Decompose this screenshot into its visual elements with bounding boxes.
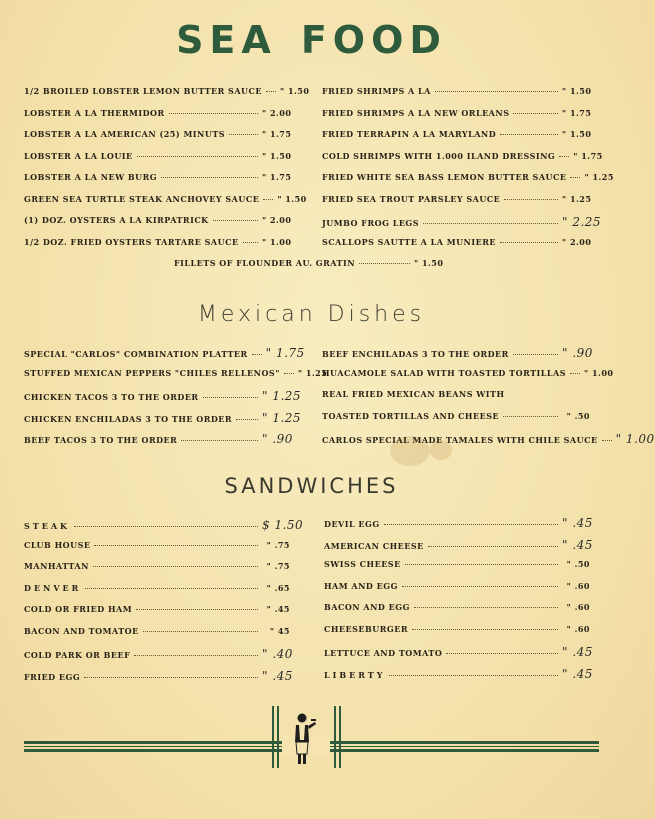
menu-item-price: " 1.25 [262,389,302,403]
leader-dots [134,655,258,656]
menu-item-price: " 1.50 [562,86,592,96]
menu-item-price: " 1.75 [562,107,592,118]
menu-item-name: BACON AND TOMATOE [24,625,139,636]
menu-item-price: $ 1.50 [262,518,304,532]
menu-item-name: FRIED SHRIMPS A LA NEW ORLEANS [322,107,510,118]
menu-item-price: " 2.00 [562,236,592,247]
menu-item [174,258,442,270]
menu-item [24,86,310,98]
menu-item-price: " 2.00 [262,215,292,225]
leader-dots [94,545,258,546]
menu-item [322,411,590,423]
menu-item-price: " 1.75 [573,150,603,161]
menu-item-price: " .50 [566,410,590,421]
leader-dots [570,177,580,178]
menu-item-price: " .60 [566,580,590,591]
menu-item-name: MANHATTAN [24,561,89,571]
leader-dots [252,354,262,355]
leader-dots [136,609,258,610]
menu-item [24,410,302,425]
leader-dots [503,416,558,417]
menu-item [24,108,290,120]
leader-dots [203,397,258,398]
leader-dots [402,586,558,587]
menu-item-price: " 1.00 [262,236,292,247]
menu-item [324,537,593,552]
menu-item-name: DENVER [24,582,82,593]
menu-item-name: CHICKEN TACOS 3 TO THE ORDER [24,392,199,402]
menu-item [322,237,590,249]
menu-item [24,432,293,446]
menu-item-name: CLUB HOUSE [24,539,91,550]
menu-item [324,581,590,593]
leader-dots [213,220,258,221]
sandwiches-heading: SANDWICHES [224,474,399,498]
menu-item-price: " .45 [562,666,593,681]
menu-item-name: HAM AND EGG [324,580,398,591]
leader-dots [84,677,258,678]
leader-dots [85,588,258,589]
menu-item-name: FRIED EGG [24,671,81,682]
menu-item [24,346,305,360]
leader-dots [446,653,558,654]
leader-dots [435,91,558,92]
menu-item [322,367,614,380]
menu-item-price: " .90 [562,346,593,360]
leader-dots [570,373,580,374]
menu-item [24,626,290,638]
leader-dots [229,134,258,135]
menu-item-name: BEEF ENCHILADAS 3 TO THE ORDER [322,349,509,359]
menu-item-price: " .45 [562,645,593,659]
leader-dots [143,631,258,632]
menu-item [322,150,603,163]
menu-item [324,666,593,681]
menu-item-price: " .45 [562,537,593,552]
leader-dots [405,564,558,565]
menu-item-name: 1/2 DOZ. FRIED OYSTERS TARTARE SAUCE [24,236,239,247]
leader-dots [384,524,558,525]
menu-item [24,389,302,403]
menu-item-name: 1/2 BROILED LOBSTER LEMON BUTTER SAUCE [24,86,262,96]
menu-item [24,583,290,595]
menu-item-price: " .75 [266,561,290,571]
leader-dots [500,134,558,135]
leader-dots [74,526,258,527]
leader-dots [513,354,558,355]
menu-item-price: " 1.50 [414,258,444,268]
menu-item-name: LOBSTER A LA AMERICAN (25) MINUTS [24,129,226,139]
menu-item-name: LOBSTER A LA LOUIE [24,150,133,161]
menu-item-name: HUACAMOLE SALAD WITH TOASTED TORTILLAS [322,367,567,378]
menu-item-name: GREEN SEA TURTLE STEAK ANCHOVEY SAUCE [24,193,260,204]
menu-item-price: " .40 [262,647,293,661]
menu-item-price: " 1.50 [262,150,292,161]
menu-item-name: JUMBO FROG LEGS [322,218,420,228]
footer-pillar [339,706,341,768]
menu-item-price: " .90 [262,432,293,446]
menu-item-name: STEAK [24,521,70,531]
menu-item [24,668,293,683]
menu-item-name: AMERICAN CHEESE [324,540,424,551]
menu-item-name: BACON AND EGG [324,602,410,612]
menu-item-price: " 1.75 [265,346,305,360]
menu-item-name: FRIED SEA TROUT PARSLEY SAUCE [322,193,501,204]
menu-item-name: FRIED TERRAPIN A LA MARYLAND [322,129,497,139]
menu-item [322,194,590,206]
menu-item-name: SCALLOPS SAUTTE A LA MUNIERE [322,236,496,247]
waiter-logo-icon [288,712,316,766]
menu-item [24,151,290,163]
menu-item [324,559,590,571]
menu-item-price: " 1.75 [262,129,292,139]
menu-item [322,346,593,360]
menu-item-name: LOBSTER A LA THERMIDOR [24,107,165,118]
menu-item [24,193,307,206]
leader-dots [428,546,558,547]
menu-item-name: LETTUCE AND TOMATO [324,648,443,658]
menu-item [324,602,590,614]
menu-item-price: " 2.25 [562,215,602,229]
menu-item-name: LIBERTY [324,669,386,680]
leader-dots [266,91,276,92]
menu-item-price: " 1.25 [262,410,302,425]
menu-item [324,516,593,530]
seafood-heading-word-1: SEA [176,18,277,62]
leader-dots [423,223,558,224]
menu-item [24,647,293,661]
menu-item-price: " 1.00 [615,432,655,446]
leader-dots [504,199,558,200]
menu-item-name: TOASTED TORTILLAS AND CHEESE [322,410,500,421]
menu-item-name: STUFFED MEXICAN PEPPERS "CHILES RELLENOS" [24,367,280,378]
menu-item-name: COLD PARK OR BEEF [24,650,131,660]
leader-dots [513,113,558,114]
menu-item [324,645,593,659]
menu-item [24,129,290,141]
leader-dots [559,156,569,157]
menu-item [322,86,590,98]
menu-item [324,624,590,636]
menu-item-name: REAL FRIED MEXICAN BEANS WITH [322,389,505,399]
menu-item-price: " 1.00 [584,367,614,378]
menu-item-name: COLD SHRIMPS WITH 1.000 ILAND DRESSING [322,150,556,161]
menu-item-name: BEEF TACOS 3 TO THE ORDER [24,435,178,445]
menu-item [322,108,590,120]
footer-pillar [277,706,279,768]
menu-item-name: DEVIL EGG [324,519,380,529]
menu-item-name: SPECIAL "CARLOS" COMBINATION PLATTER [24,349,248,359]
menu-item-name: FRIED WHITE SEA BASS LEMON BUTTER SAUCE [322,172,567,182]
menu-item-name: SWISS CHEESE [324,559,401,569]
footer-pillar [272,706,274,768]
menu-item [322,129,590,141]
leader-dots [169,113,258,114]
menu-item-price: " 1.75 [262,172,292,182]
menu-item-name: CARLOS SPECIAL MADE TAMALES WITH CHILE SAUCE [322,435,598,445]
menu-item-price: " .65 [266,582,290,593]
menu-item [24,215,290,227]
leader-dots [389,675,558,676]
menu-item [322,172,614,184]
leader-dots [359,263,410,264]
menu-item [24,604,290,616]
menu-item-price: " 1.25 [562,193,592,204]
menu-item-price: " .45 [262,668,293,683]
leader-dots [93,566,258,567]
menu-item-name: FILLETS OF FLOUNDER AU. GRATIN [174,258,356,268]
mexican-heading: Mexican Dishes [197,302,426,327]
leader-dots [414,607,558,608]
leader-dots [412,629,558,630]
menu-item-price: " .60 [566,623,590,634]
menu-item [24,561,290,573]
leader-dots [263,199,273,200]
leader-dots [137,156,258,157]
menu-item-name: LOBSTER A LA NEW BURG [24,172,158,182]
leader-dots [284,373,294,374]
leader-dots [236,419,258,420]
menu-item-price: " 1.50 [277,193,307,204]
menu-item-name: CHEESEBURGER [324,623,408,634]
menu-item [24,540,290,552]
menu-item-price: " 45 [269,625,290,636]
seafood-heading [0,18,623,62]
menu-item [24,237,290,249]
menu-item-price: " 2.00 [262,107,292,118]
menu-item-price: " .50 [566,559,590,569]
leader-dots [602,440,612,441]
menu-item [322,215,602,229]
footer-pillar [334,706,336,768]
menu-item-price: " .45 [562,516,593,530]
seafood-heading-word-2: FOOD [300,18,447,62]
menu-item [322,389,590,401]
menu-item-name: CHICKEN ENCHILADAS 3 TO THE ORDER [24,413,233,424]
menu-item-name: COLD OR FRIED HAM [24,604,133,614]
menu-item [24,172,290,184]
menu-item [322,432,655,446]
leader-dots [161,177,258,178]
leader-dots [500,242,558,243]
menu-item-name: (1) DOZ. OYSTERS A LA KIRPATRICK [24,215,209,225]
leader-dots [243,242,258,243]
menu-item-price: " 1.25 [297,367,328,378]
menu-item-price: " 1.25 [584,172,614,182]
menu-item [24,518,304,532]
menu-item-price: " .75 [266,539,290,550]
leader-dots [181,440,258,441]
menu-item-price: " 1.50 [562,129,592,139]
menu-item-price: " .45 [266,604,290,614]
menu-item [24,367,328,380]
menu-item-price: " 1.50 [279,86,310,96]
menu-item-name: FRIED SHRIMPS A LA [322,86,431,96]
menu-item-price: " .60 [566,602,590,612]
